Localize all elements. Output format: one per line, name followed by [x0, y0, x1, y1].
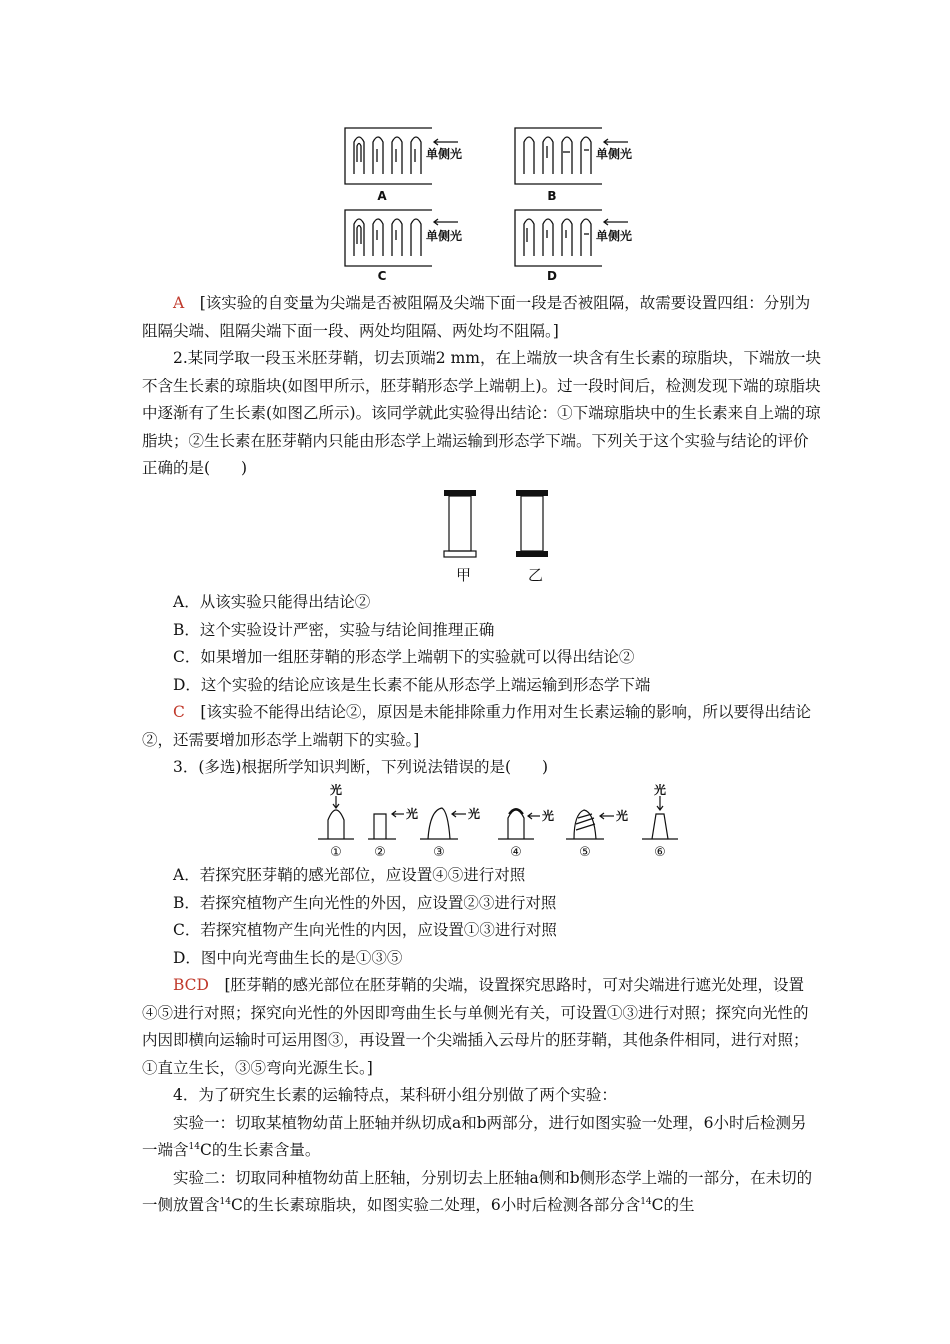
svg-text:C: C [377, 269, 387, 282]
svg-text:A: A [377, 189, 387, 203]
q3-option-b: B．若探究植物产生向光性的外因，应设置②③进行对照 [173, 893, 557, 912]
q3-option-c: C．若探究植物产生向光性的内因，应设置①③进行对照 [173, 921, 557, 939]
figure-four-boxes [330, 122, 660, 282]
answer-1-and-question-2 [142, 290, 822, 483]
q3-option-a: A．若探究胚芽鞘的感光部位，应设置④⑤进行对照 [173, 866, 526, 884]
experiment-1: 实验一：切取某植物幼苗上胚轴并纵切成a和b两部分，进行如图实验一处理，6小时后检测另一端含$^{14}$C的生长素含量。 [142, 1113, 807, 1159]
figure-six-coleoptiles [308, 784, 688, 860]
svg-text:⑤: ⑤ [579, 845, 591, 860]
figure-jia-yi [430, 486, 570, 586]
q2-option-a: A．从该实验只能得出结论② [173, 593, 371, 611]
svg-text:甲: 甲 [456, 566, 472, 584]
svg-text:④: ④ [510, 845, 522, 860]
svg-text:乙: 乙 [528, 566, 544, 584]
svg-text:B: B [547, 189, 557, 203]
svg-text:光: 光 [406, 807, 419, 821]
svg-text:①: ① [330, 845, 342, 860]
svg-text:单侧光: 单侧光 [426, 147, 463, 161]
svg-text:光: 光 [330, 784, 343, 797]
q3-option-d: D．图中向光弯曲生长的是①③⑤ [173, 948, 403, 967]
answer-1: A [该实验的自变量为尖端是否被阻隔及尖端下面一段是否被阻隔，故需要设置四组：分别为阻隔尖端、阻隔尖端下面一段、两处均阻隔、两处均不阻隔。] [142, 294, 811, 340]
q2-option-b: B．这个实验设计严密，实验与结论间推理正确 [173, 620, 495, 639]
svg-text:单侧光: 单侧光 [596, 229, 633, 243]
question-4-stem: 4．为了研究生长素的运输特点，某科研小组分别做了两个实验： [173, 1086, 617, 1104]
question-3-stem: 3．(多选)根据所学知识判断，下列说法错误的是( ) [173, 758, 549, 776]
svg-text:光: 光 [542, 809, 555, 823]
svg-text:⑥: ⑥ [654, 845, 666, 860]
svg-text:D: D [547, 269, 557, 282]
svg-text:单侧光: 单侧光 [426, 229, 463, 243]
answer-3: BCD [胚芽鞘的感光部位在胚芽鞘的尖端，设置探究思路时，可对尖端进行遮光处理，设置④⑤进行对照；探究向光性的外因即弯曲生长与单侧光有关，可设置①③进行对照；探究向光性的内因即横向运输时可运用图③，再设置一个尖端插入云母片的胚芽鞘，其他条件相同，进行对照；①直立生长，③⑤弯向光源生长。] [142, 976, 809, 1077]
experiment-2: 实验二：切取同种植物幼苗上胚轴，分别切去上胚轴a侧和b侧形态学上端的一部分，在未切的一侧放置含$^{14}$C的生长素琼脂块，如图实验二处理，6小时后检测各部分含$^{14}$C的生 [142, 1168, 813, 1214]
answer-2: C [该实验不能得出结论②，原因是未能排除重力作用对生长素运输的影响，所以要得出结论②，还需要增加形态学上端朝下的实验。] [142, 703, 811, 749]
svg-text:单侧光: 单侧光 [596, 147, 633, 161]
q2-option-d: D．这个实验的结论应该是生长素不能从形态学上端运输到形态学下端 [173, 675, 651, 694]
svg-text:光: 光 [468, 807, 481, 821]
question-2-stem: 2.某同学取一段玉米胚芽鞘，切去顶端2 mm，在上端放一块含有生长素的琼脂块，下端放一块不含生长素的琼脂块(如图甲所示，胚芽鞘形态学上端朝上)。过一段时间后，检测发现下端的琼脂块中逐渐有了生长素(如图乙所示)。该同学就此实验得出结论：①下端琼脂块中的生长素来自上端的琼脂块；②生长素在胚芽鞘内只能由形态学上端运输到形态学下端。下列关于这个实验与结论的评价正确的是( ) [142, 349, 821, 477]
question-3-options-and-question-4 [142, 862, 822, 1220]
q2-option-c: C．如果增加一组胚芽鞘的形态学上端朝下的实验就可以得出结论② [173, 648, 635, 666]
svg-text:③: ③ [433, 845, 445, 860]
svg-text:光: 光 [654, 784, 667, 797]
svg-text:②: ② [374, 845, 386, 860]
svg-text:光: 光 [616, 809, 629, 823]
question-2-options [142, 589, 822, 782]
